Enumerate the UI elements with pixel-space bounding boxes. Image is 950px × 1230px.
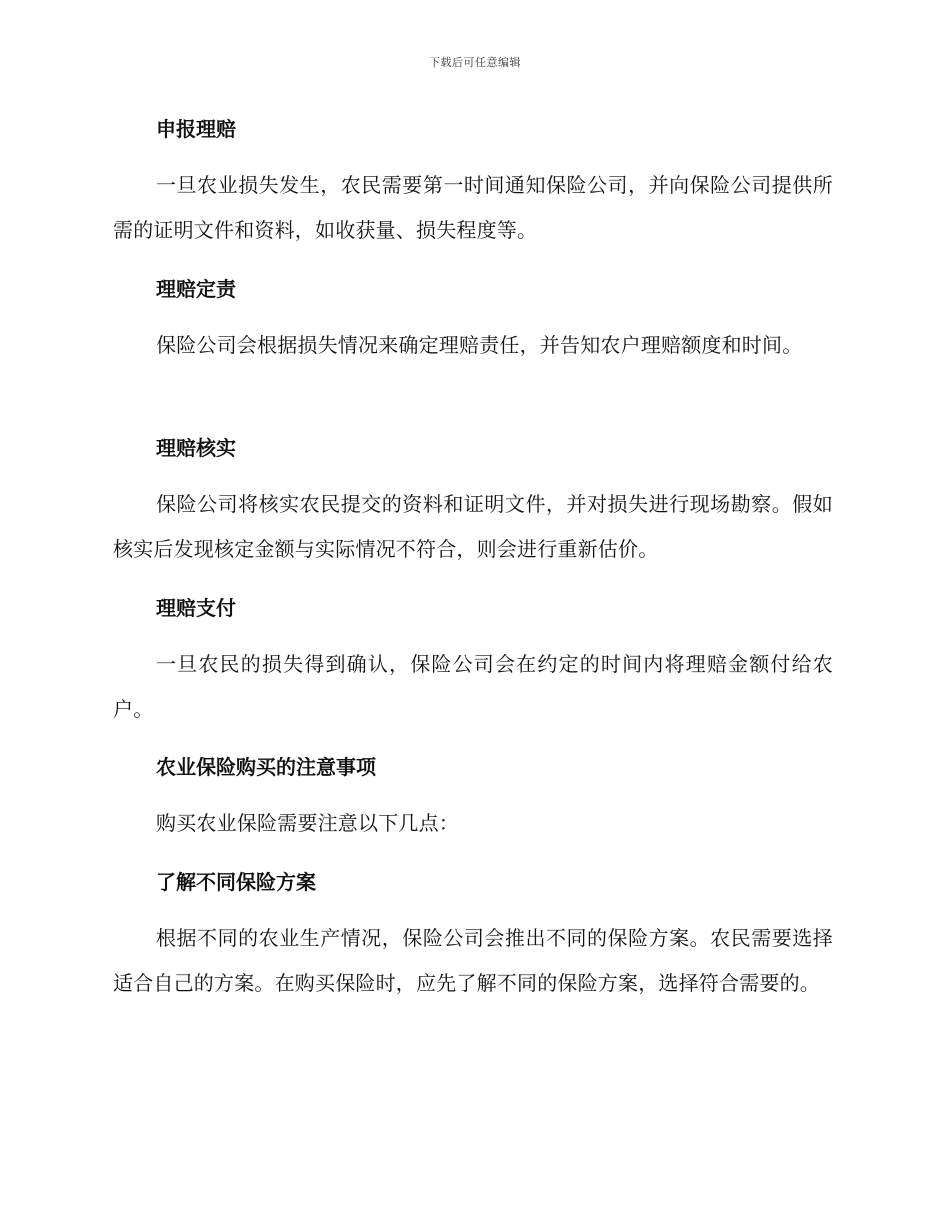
section-heading-insurance-plans: 了解不同保险方案 xyxy=(156,870,316,894)
paragraph-purchase-notes: 购买农业保险需要注意以下几点： xyxy=(156,811,459,835)
page-header: 下载后可任意编辑 xyxy=(429,56,521,69)
section-heading-purchase-notes: 农业保险购买的注意事项 xyxy=(156,755,376,779)
section-heading-claim-liability: 理赔定责 xyxy=(156,277,236,301)
section-heading-report-claim: 申报理赔 xyxy=(156,117,236,141)
paragraph-claim-payment: 一旦农民的损失得到确认，保险公司会在约定的时间内将理赔金额付给农户。 xyxy=(113,652,833,721)
paragraph-claim-liability: 保险公司会根据损失情况来确定理赔责任，并告知农户理赔额度和时间。 xyxy=(156,333,803,357)
paragraph-insurance-plans: 根据不同的农业生产情况，保险公司会推出不同的保险方案。农民需要选择适合自己的方案。在购买保险时，应先了解不同的保险方案，选择符合需要的。 xyxy=(113,926,833,995)
paragraph-report-claim: 一旦农业损失发生，农民需要第一时间通知保险公司，并向保险公司提供所需的证明文件和资料，如收获量、损失程度等。 xyxy=(113,173,833,242)
section-heading-claim-verification: 理赔核实 xyxy=(156,436,236,460)
paragraph-claim-verification: 保险公司将核实农民提交的资料和证明文件，并对损失进行现场勘察。假如核实后发现核定金额与实际情况不符合，则会进行重新估价。 xyxy=(113,492,833,561)
section-heading-claim-payment: 理赔支付 xyxy=(156,596,236,620)
